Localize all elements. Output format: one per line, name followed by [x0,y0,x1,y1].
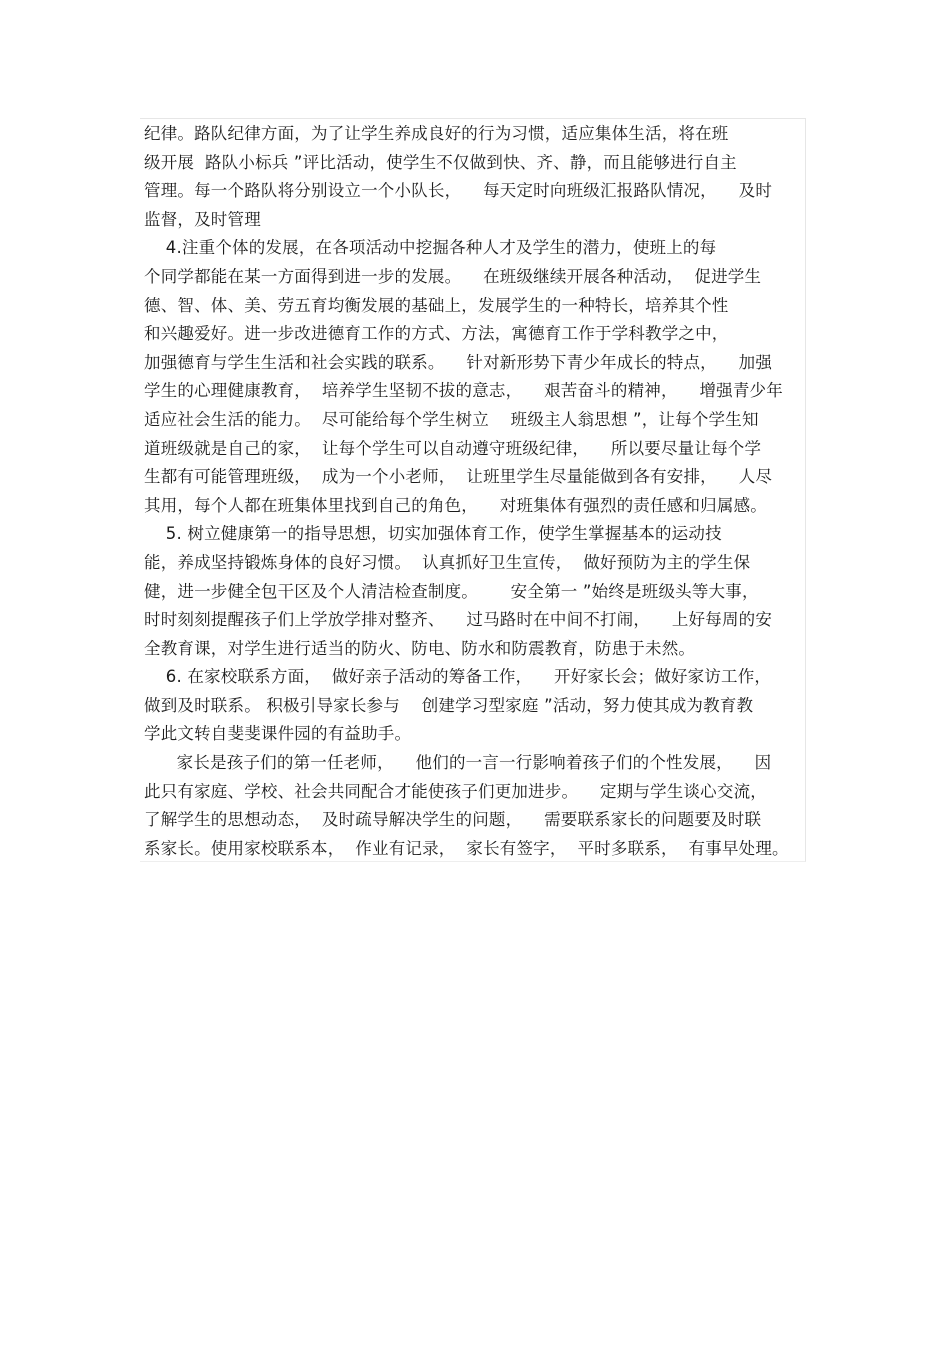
text-line: 适应社会生活的能力。 尽可能给每个学生树立 班级主人翁思想 ”，让每个学生知 [144,409,759,429]
text-line: 学生的心理健康教育， 培养学生坚韧不拔的意志， 艰苦奋斗的精神， 增强青少年 [144,381,783,401]
text-line: 监督，及时管理 [144,209,261,229]
text-line: 了解学生的思想动态， 及时疏导解决学生的问题， 需要联系家长的问题要及时联 [144,810,762,830]
text-line: 做到及时联系。 积极引导家长参与 创建学习型家庭 ”活动，努力使其成为教育教 [144,695,754,715]
text-line: 4.注重个体的发展，在各项活动中挖掘各种人才及学生的潜力，使班上的每 [144,238,717,258]
text-line: 全教育课，对学生进行适当的防火、防电、防水和防震教育，防患于未然。 [144,638,696,658]
document-body [144,120,808,863]
text-line: 5. 树立健康第一的指导思想，切实加强体育工作，使学生掌握基本的运动技 [144,524,722,544]
text-line: 学此文转自斐斐课件园的有益助手。 [144,724,412,744]
text-line: 管理。每一个路队将分别设立一个小队长， 每天定时向班级汇报路队情况， 及时 [144,181,773,201]
text-line: 时时刻刻提醒孩子们上学放学排对整齐、 过马路时在中间不打闹， 上好每周的安 [144,610,773,630]
text-line: 其用，每个人都在班集体里找到自己的角色， 对班集体有强烈的责任感和归属感。 [144,495,767,515]
text-line: 个同学都能在某一方面得到进一步的发展。 在班级继续开展各种活动， 促进学生 [144,266,762,286]
text-line: 纪律。路队纪律方面，为了让学生养成良好的行为习惯，适应集体生活，将在班 [144,124,729,143]
text-line: 德、智、体、美、劳五育均衡发展的基础上，发展学生的一种特长，培养其个性 [144,295,729,315]
text-line: 级开展 路队小标兵 ”评比活动，使学生不仅做到快、齐、静，而且能够进行自主 [144,152,737,172]
text-line: 此只有家庭、学校、社会共同配合才能使孩子们更加进步。 定期与学生谈心交流， [144,781,767,801]
text-line: 道班级就是自己的家， 让每个学生可以自动遵守班级纪律， 所以要尽量让每个学 [144,438,762,458]
text-line: 健，进一步健全包干区及个人清洁检查制度。 安全第一 ”始终是班级头等大事， [144,581,759,601]
text-line: 和兴趣爱好。进一步改进德育工作的方式、方法，寓德育工作于学科教学之中， [144,324,729,344]
text-line: 家长是孩子们的第一任老师， 他们的一言一行影响着孩子们的个性发展， 因 [144,753,772,773]
text-line: 能，养成坚持锻炼身体的良好习惯。 认真抓好卫生宣传， 做好预防为主的学生保 [144,552,751,572]
text-line: 生都有可能管理班级， 成为一个小老师， 让班里学生尽量能做到各有安排， 人尽 [144,467,773,487]
text-line: 6. 在家校联系方面， 做好亲子活动的筹备工作， 开好家长会；做好家访工作， [144,667,772,687]
text-line: 加强德育与学生生活和社会实践的联系。 针对新形势下青少年成长的特点， 加强 [144,352,773,372]
text-line: 系家长。使用家校联系本， 作业有记录， 家长有签字， 平时多联系， 有事早处理。 [144,838,789,858]
